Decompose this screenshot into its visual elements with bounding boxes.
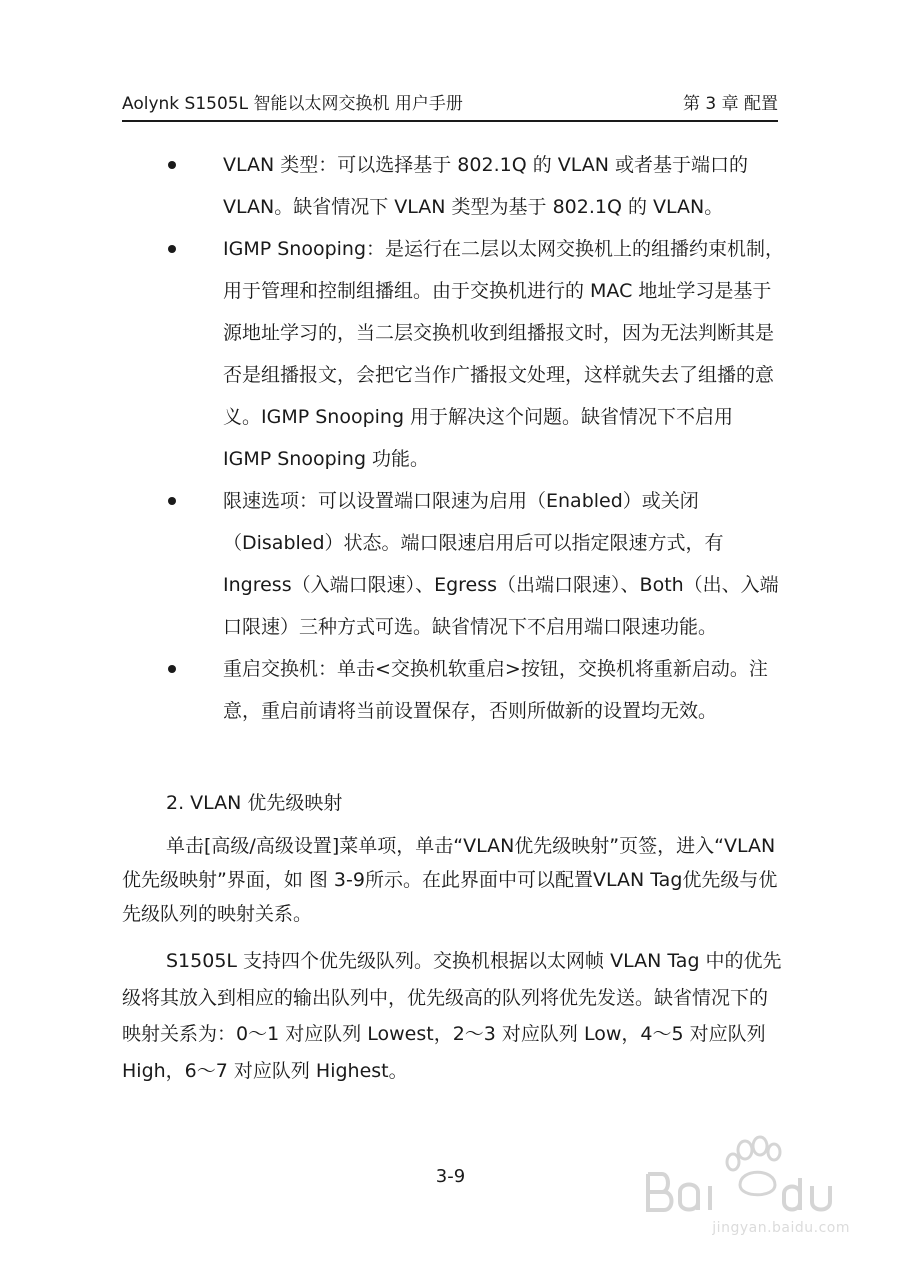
header-divider — [122, 120, 778, 122]
section-title: 2. VLAN 优先级映射 — [166, 792, 343, 814]
paw-logo-icon — [640, 1130, 850, 1220]
page-number: 3-9 — [435, 1166, 466, 1187]
bullet-item-vlan-type — [166, 144, 786, 228]
bullet-dot-icon — [166, 144, 186, 186]
header-chapter: 第 3 章 配置 — [682, 94, 778, 114]
bullet-item-reboot — [166, 648, 786, 732]
baidu-watermark-logo — [640, 1130, 850, 1240]
header-title: Aolynk S1505L 智能以太网交换机 用户手册 — [122, 94, 463, 114]
bullet-dot-icon — [166, 648, 186, 690]
bullet-item-rate-limit — [166, 480, 786, 648]
watermark-url: jingyan.baidu.com — [712, 1220, 850, 1236]
page-header — [122, 93, 778, 119]
bullet-text: IGMP Snooping：是运行在二层以太网交换机上的组播约束机制，用于管理和控制组播组。由于交换机进行的 MAC 地址学习是基于源地址学习的，当二层交换机收到组播报文时，因为无法判断其是否是组播报文，会把它当作广播报文处理，这样就失去了组播的意义。IGMP Snooping 用于解决这个问题。缺省情况下不启用 IGMP Snooping 功能。 — [223, 238, 785, 470]
paragraph-priority-queues: S1505L 支持四个优先级队列。交换机根据以太网帧 VLAN Tag 中的优先级将其放入到相应的输出队列中，优先级高的队列将优先发送。缺省情况下的映射关系为：0～1 对应队列 Lowest，2～3 对应队列 Low，4～5 对应队列 High，6～7 对应队列 Highest。 — [122, 950, 782, 1082]
bullet-list — [166, 144, 786, 732]
bullet-dot-icon — [166, 228, 186, 270]
bullet-dot-icon — [166, 480, 186, 522]
paragraph-vlan-priority-intro: 单击[高级/高级设置]菜单项，单击“VLAN优先级映射”页签，进入“VLAN优先级映射”界面，如 图 3-9所示。在此界面中可以配置VLAN Tag优先级与优先级队列的映射关系。 — [122, 835, 778, 925]
bullet-text: 重启交换机：单击<交换机软重启>按钮，交换机将重新启动。注意，重启前请将当前设置保存，否则所做新的设置均无效。 — [223, 658, 768, 722]
bullet-text: VLAN 类型：可以选择基于 802.1Q 的 VLAN 或者基于端口的 VLAN。缺省情况下 VLAN 类型为基于 802.1Q 的 VLAN。 — [223, 154, 749, 218]
bullet-text: 限速选项：可以设置端口限速为启用（Enabled）或关闭（Disabled）状态。端口限速启用后可以指定限速方式，有 Ingress（入端口限速）、Egress（出端口限速）、Both（出、入端口限速）三种方式可选。缺省情况下不启用端口限速功能。 — [223, 490, 779, 638]
bullet-item-igmp-snooping — [166, 228, 786, 480]
